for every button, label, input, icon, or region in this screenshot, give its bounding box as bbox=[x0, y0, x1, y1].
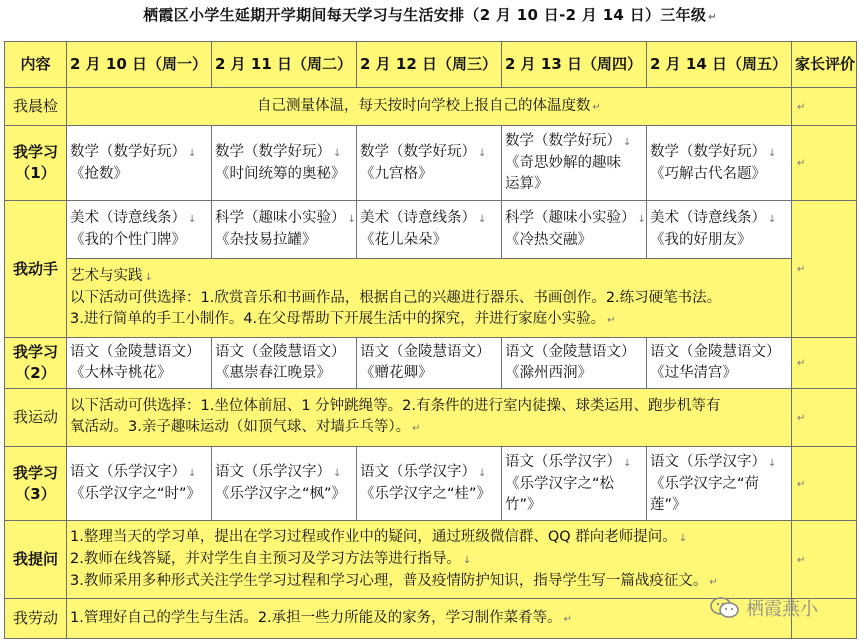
eval-cell-exercise: ↵ bbox=[792, 389, 857, 447]
study1-cell-4: 数学（数学好玩） ↓ 《奇思妙解的趣味 运算》 bbox=[502, 126, 647, 201]
row-study-2 bbox=[5, 338, 857, 389]
row-exercise bbox=[5, 389, 857, 447]
header-parent-eval: 家长评价 bbox=[792, 42, 857, 88]
header-day-1: 2 月 10 日（周一） bbox=[67, 42, 212, 88]
row-label-study-1: 我学习 （1） bbox=[5, 126, 67, 201]
row-label-study-3: 我学习 （3） bbox=[5, 447, 67, 521]
hands-cell-1: 美术（诗意线条） ↓ 《我的个性门牌》 bbox=[67, 201, 212, 259]
study1-cell-2: 数学（数学好玩） ↓ 《时间统筹的奥秘》 bbox=[212, 126, 357, 201]
wechat-icon bbox=[710, 596, 740, 620]
header-row bbox=[5, 42, 857, 88]
eval-cell-hands-on: ↵ bbox=[792, 201, 857, 338]
header-day-4: 2 月 13 日（周四） bbox=[502, 42, 647, 88]
watermark-text: 栖霞燕小 bbox=[746, 599, 818, 620]
study3-cell-3: 语文（乐学汉字） ↓ 《乐学汉字之“桂”》 bbox=[357, 447, 502, 521]
row-ask bbox=[5, 521, 857, 599]
row-label-exercise: 我运动 bbox=[5, 389, 67, 447]
row-art-practice bbox=[5, 259, 857, 338]
hands-cell-5: 美术（诗意线条） ↓ 《我的好朋友》 bbox=[647, 201, 792, 259]
row-label-study-2: 我学习 （2） bbox=[5, 338, 67, 389]
eval-cell-study-1: ↵ bbox=[792, 126, 857, 201]
eval-cell-study-3: ↵ bbox=[792, 447, 857, 521]
header-day-5: 2 月 14 日（周五） bbox=[647, 42, 792, 88]
study3-cell-2: 语文（乐学汉字） ↓ 《乐学汉字之“枫”》 bbox=[212, 447, 357, 521]
watermark bbox=[710, 590, 860, 626]
ask-text: 1.整理当天的学习单，提出在学习过程或作业中的疑问，通过班级微信群、QQ 群向老师提问。 ↓ 2.教师在线答疑，并对学生自主预习及学习方法等进行指导。 ↓ 3.教师采用多种形式关注学生学习过程和学习心理，普及疫情防护知识，指导学生写一篇战疫征文。 ↵ bbox=[67, 521, 792, 599]
study2-cell-5: 语文（金陵慧语文） 《过华清宫》 bbox=[647, 338, 792, 389]
eval-cell-study-2: ↵ bbox=[792, 338, 857, 389]
row-label-hands-on: 我动手 bbox=[5, 201, 67, 338]
header-content: 内容 bbox=[5, 42, 67, 88]
hands-cell-4: 科学（趣味小实验） ↓ 《冷热交融》 bbox=[502, 201, 647, 259]
hands-cell-2: 科学（趣味小实验） ↓ 《杂技易拉罐》 bbox=[212, 201, 357, 259]
art-practice-text: 艺术与实践 ↓ 以下活动可供选择：1.欣赏音乐和书画作品，根据自己的兴趣进行器乐、书画创作。2.练习硬笔书法。 3.进行简单的手工小制作。4.在父母帮助下开展生活中的探究，并进行家庭小实验。 ↵ bbox=[67, 259, 792, 338]
schedule-table bbox=[4, 41, 857, 639]
row-label-ask: 我提问 bbox=[5, 521, 67, 599]
study2-cell-2: 语文（金陵慧语文） 《惠崇春江晚景》 bbox=[212, 338, 357, 389]
eval-cell-morning: ↵ bbox=[792, 88, 857, 126]
eval-cell-ask: ↵ bbox=[792, 521, 857, 599]
study1-cell-5: 数学（数学好玩） ↓ 《巧解古代名题》 bbox=[647, 126, 792, 201]
study2-cell-3: 语文（金陵慧语文） 《赠花卿》 bbox=[357, 338, 502, 389]
study2-cell-4: 语文（金陵慧语文） 《滁州西涧》 bbox=[502, 338, 647, 389]
study3-cell-5: 语文（乐学汉字） ↓ 《乐学汉字之“荷 莲”》 bbox=[647, 447, 792, 521]
study3-cell-1: 语文（乐学汉字） ↓ 《乐学汉字之“时”》 bbox=[67, 447, 212, 521]
study1-cell-3: 数学（数学好玩） ↓ 《九宫格》 bbox=[357, 126, 502, 201]
study3-cell-4: 语文（乐学汉字） ↓ 《乐学汉字之“松 竹”》 bbox=[502, 447, 647, 521]
study2-cell-1: 语文（金陵慧语文） 《大林寺桃花》 bbox=[67, 338, 212, 389]
row-study-1 bbox=[5, 126, 857, 201]
page-title: 栖霞区小学生延期开学期间每天学习与生活安排（2 月 10 日-2 月 14 日）三年级 ↵ bbox=[143, 6, 717, 24]
row-morning-check bbox=[5, 88, 857, 126]
header-day-2: 2 月 11 日（周二） bbox=[212, 42, 357, 88]
row-label-morning: 我晨检 bbox=[5, 88, 67, 126]
exercise-text: 以下活动可供选择：1.坐位体前屈、1 分钟跳绳等。2.有条件的进行室内徒操、球类运用、跑步机等有 氧活动。3.亲子趣味运动（如顶气球、对墙乒乓等）。 ↵ bbox=[67, 389, 792, 447]
row-hands-on bbox=[5, 201, 857, 259]
header-day-3: 2 月 12 日（周三） bbox=[357, 42, 502, 88]
morning-text: 自己测量体温，每天按时向学校上报自己的体温度数 ↵ bbox=[67, 88, 792, 126]
row-study-3 bbox=[5, 447, 857, 521]
hands-cell-3: 美术（诗意线条） ↓ 《花儿朵朵》 bbox=[357, 201, 502, 259]
labor-text: 1.管理好自己的学生与生活。2.承担一些力所能及的家务，学习制作菜肴等。 ↵ bbox=[67, 599, 792, 639]
study1-cell-1: 数学（数学好玩） ↓ 《抢数》 bbox=[67, 126, 212, 201]
row-label-labor: 我劳动 bbox=[5, 599, 67, 639]
